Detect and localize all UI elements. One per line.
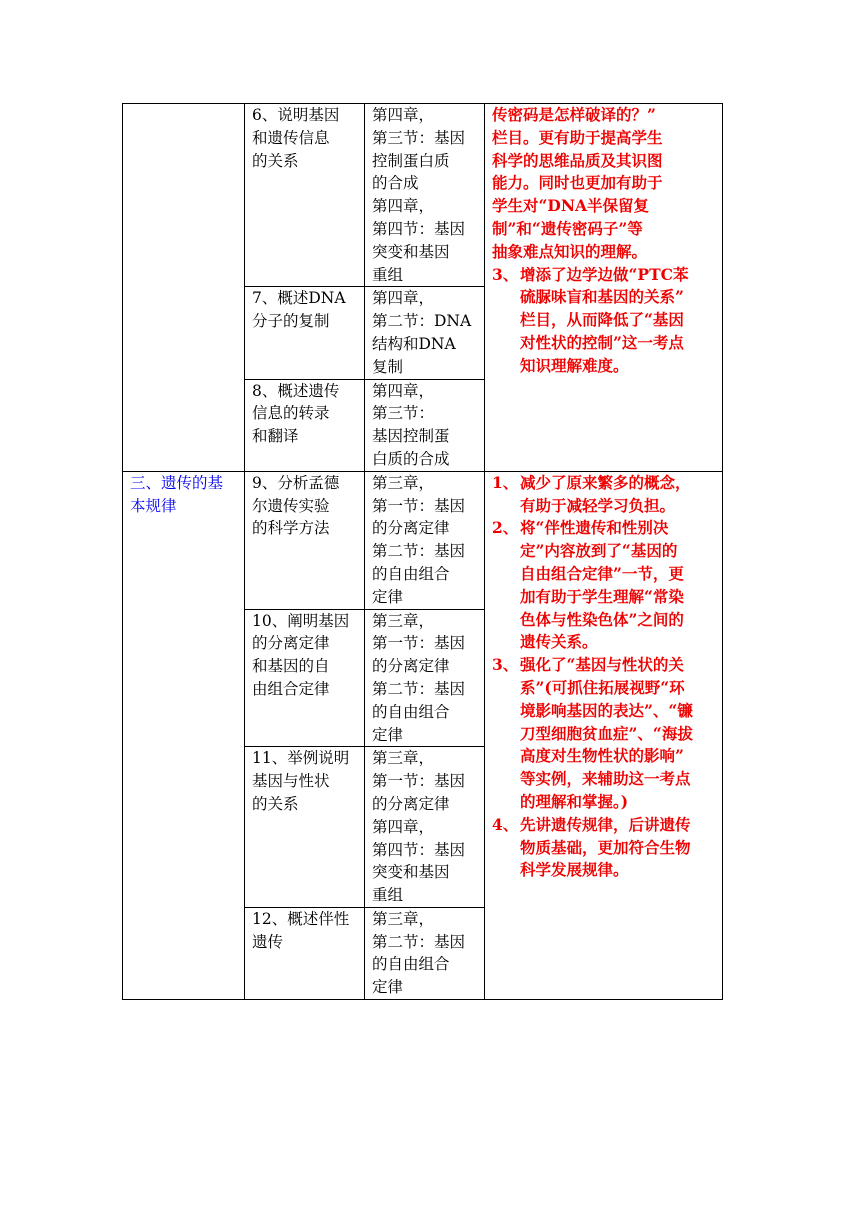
chapter-text: 第三章， bbox=[372, 611, 435, 630]
objective-text: 分子的复制 bbox=[252, 312, 330, 331]
section-title-cell bbox=[123, 471, 245, 999]
chapter-text: 第一节：基因 bbox=[372, 772, 466, 791]
note-text: 栏目，从而降低了“基因 bbox=[520, 310, 684, 330]
chapter-text: 第四章， bbox=[372, 197, 435, 216]
note-text: 色体与性染色体”之间的 bbox=[520, 609, 684, 629]
note-item bbox=[492, 472, 718, 518]
chapter-cell bbox=[365, 907, 485, 999]
chapter-text: 第三章， bbox=[372, 473, 435, 492]
objective-text: 的分离定律 bbox=[252, 634, 330, 653]
chapter-text: 第一节：基因 bbox=[372, 496, 466, 515]
note-text: 加有助于学生理解“常染 bbox=[520, 586, 684, 606]
chapter-text: 复制 bbox=[372, 357, 404, 376]
note-text: 传密码是怎样破译的？” bbox=[492, 105, 656, 124]
note-text: 能力。同时也更加有助于 bbox=[492, 173, 663, 193]
chapter-cell bbox=[365, 104, 485, 287]
objective-text: 9、分析孟德 bbox=[252, 473, 340, 492]
chapter-text: 结构和DNA bbox=[372, 334, 456, 353]
note-number: 2、 bbox=[492, 518, 519, 538]
chapter-text: 定律 bbox=[372, 587, 404, 606]
chapter-text: 基因控制蛋 bbox=[372, 427, 450, 446]
note-item bbox=[492, 654, 718, 814]
objective-text: 由组合定律 bbox=[252, 679, 330, 698]
note-text: 刀型细胞贫血症”、“海拔 bbox=[520, 723, 693, 743]
note-number: 3、 bbox=[492, 655, 519, 675]
objective-text: 12、概述伴性 bbox=[252, 909, 350, 928]
objective-text: 的科学方法 bbox=[252, 519, 330, 538]
section-title: 三、遗传的基 bbox=[130, 473, 224, 492]
note-text: 的理解和掌握。) bbox=[520, 791, 629, 811]
chapter-text: 的合成 bbox=[372, 174, 419, 193]
objective-cell bbox=[245, 907, 365, 999]
notes-cell bbox=[485, 104, 723, 472]
note-text: 自由组合定律”一节，更 bbox=[520, 563, 684, 583]
note-text: 高度对生物性状的影响” bbox=[520, 746, 684, 766]
objective-text: 遗传 bbox=[252, 932, 284, 951]
chapter-text: 第四章， bbox=[372, 381, 435, 400]
note-text: 物质基础，更加符合生物 bbox=[520, 837, 691, 857]
chapter-cell bbox=[365, 609, 485, 747]
objective-cell bbox=[245, 747, 365, 908]
chapter-text: 第四章， bbox=[372, 106, 435, 124]
objective-text: 的关系 bbox=[252, 151, 299, 170]
chapter-cell bbox=[365, 471, 485, 609]
section-cell-empty bbox=[123, 104, 245, 472]
note-item bbox=[492, 517, 718, 654]
chapter-text: 第二节：基因 bbox=[372, 679, 466, 698]
objective-cell bbox=[245, 471, 365, 609]
chapter-text: 第二节：基因 bbox=[372, 542, 466, 561]
chapter-text: 重组 bbox=[372, 886, 404, 905]
note-text: 硫脲味盲和基因的关系” bbox=[520, 287, 684, 307]
table-row bbox=[123, 104, 723, 287]
objective-text: 尔遗传实验 bbox=[252, 496, 330, 515]
objective-text: 和翻译 bbox=[252, 427, 299, 446]
objective-text: 和遗传信息 bbox=[252, 128, 330, 147]
note-number: 1、 bbox=[492, 472, 519, 492]
objective-text: 的关系 bbox=[252, 794, 299, 813]
note-number: 3、 bbox=[492, 264, 519, 284]
notes-cell bbox=[485, 471, 723, 999]
chapter-cell bbox=[365, 379, 485, 471]
note-text: 系”(可抓住拓展视野“环 bbox=[520, 677, 685, 697]
note-text: 定”内容放到了“基因的 bbox=[520, 541, 678, 561]
chapter-text: 第三章， bbox=[372, 909, 435, 928]
table-row bbox=[123, 471, 723, 609]
chapter-text: 突变和基因 bbox=[372, 863, 450, 882]
chapter-text: 的自由组合 bbox=[372, 702, 450, 721]
note-text: 知识理解难度。 bbox=[520, 355, 629, 375]
chapter-text: 的分离定律 bbox=[372, 794, 450, 813]
note-text: 减少了原来繁多的概念， bbox=[520, 472, 691, 492]
objective-cell bbox=[245, 609, 365, 747]
chapter-text: 的自由组合 bbox=[372, 955, 450, 974]
curriculum-comparison-table bbox=[122, 103, 723, 1000]
note-text: 遗传关系。 bbox=[520, 632, 598, 652]
chapter-text: 突变和基因 bbox=[372, 242, 450, 261]
note-text: 对性状的控制”这一考点 bbox=[520, 332, 684, 352]
chapter-text: 第三节： bbox=[372, 404, 435, 423]
note-text: 抽象难点知识的理解。 bbox=[492, 241, 648, 261]
chapter-text: 第四节：基因 bbox=[372, 840, 466, 859]
chapter-text: 控制蛋白质 bbox=[372, 151, 450, 170]
note-item bbox=[492, 264, 718, 378]
objective-text: 和基因的自 bbox=[252, 657, 330, 676]
chapter-text: 第三章， bbox=[372, 749, 435, 768]
note-number: 4、 bbox=[492, 814, 519, 834]
note-text: 科学的思维品质及其识图 bbox=[492, 150, 663, 170]
objective-cell bbox=[245, 379, 365, 471]
objective-text: 7、概述DNA bbox=[252, 289, 346, 308]
objective-text: 基因与性状 bbox=[252, 772, 330, 791]
note-item bbox=[492, 814, 718, 882]
chapter-text: 的分离定律 bbox=[372, 657, 450, 676]
note-text: 栏目。更有助于提高学生 bbox=[492, 127, 663, 147]
chapter-text: 的自由组合 bbox=[372, 564, 450, 583]
objective-text: 6、说明基因 bbox=[252, 106, 340, 124]
objective-cell bbox=[245, 287, 365, 379]
chapter-text: 第二节：DNA bbox=[372, 312, 472, 331]
chapter-text: 定律 bbox=[372, 725, 404, 744]
note-text: 科学发展规律。 bbox=[520, 860, 629, 880]
chapter-text: 第二节：基因 bbox=[372, 932, 466, 951]
chapter-text: 白质的合成 bbox=[372, 449, 450, 468]
objective-text: 10、阐明基因 bbox=[252, 611, 350, 630]
note-text: 强化了“基因与性状的关 bbox=[520, 655, 684, 675]
section-title: 本规律 bbox=[130, 496, 177, 515]
note-text: 制”和“遗传密码子”等 bbox=[492, 218, 643, 238]
objective-cell bbox=[245, 104, 365, 287]
chapter-text: 第四章， bbox=[372, 289, 435, 308]
objective-text: 信息的转录 bbox=[252, 404, 330, 423]
chapter-text: 第四章， bbox=[372, 817, 435, 836]
objective-text: 8、概述遗传 bbox=[252, 381, 340, 400]
note-text: 有助于减轻学习负担。 bbox=[520, 495, 676, 515]
note-text: 境影响基因的表达”、“镰 bbox=[520, 700, 693, 720]
chapter-text: 第四节：基因 bbox=[372, 219, 466, 238]
note-text: 增添了边学边做“PTC苯 bbox=[520, 264, 689, 284]
note-text: 将“伴性遗传和性别决 bbox=[520, 518, 669, 538]
note-text: 先讲遗传规律，后讲遗传 bbox=[520, 814, 691, 834]
chapter-text: 第三节：基因 bbox=[372, 128, 466, 147]
chapter-cell bbox=[365, 747, 485, 908]
note-text: 学生对“DNA半保留复 bbox=[492, 196, 650, 216]
chapter-cell bbox=[365, 287, 485, 379]
note-text: 等实例，来辅助这一考点 bbox=[520, 769, 691, 789]
chapter-text: 的分离定律 bbox=[372, 519, 450, 538]
chapter-text: 重组 bbox=[372, 265, 404, 284]
objective-text: 11、举例说明 bbox=[252, 749, 350, 768]
chapter-text: 定律 bbox=[372, 978, 404, 997]
chapter-text: 第一节：基因 bbox=[372, 634, 466, 653]
